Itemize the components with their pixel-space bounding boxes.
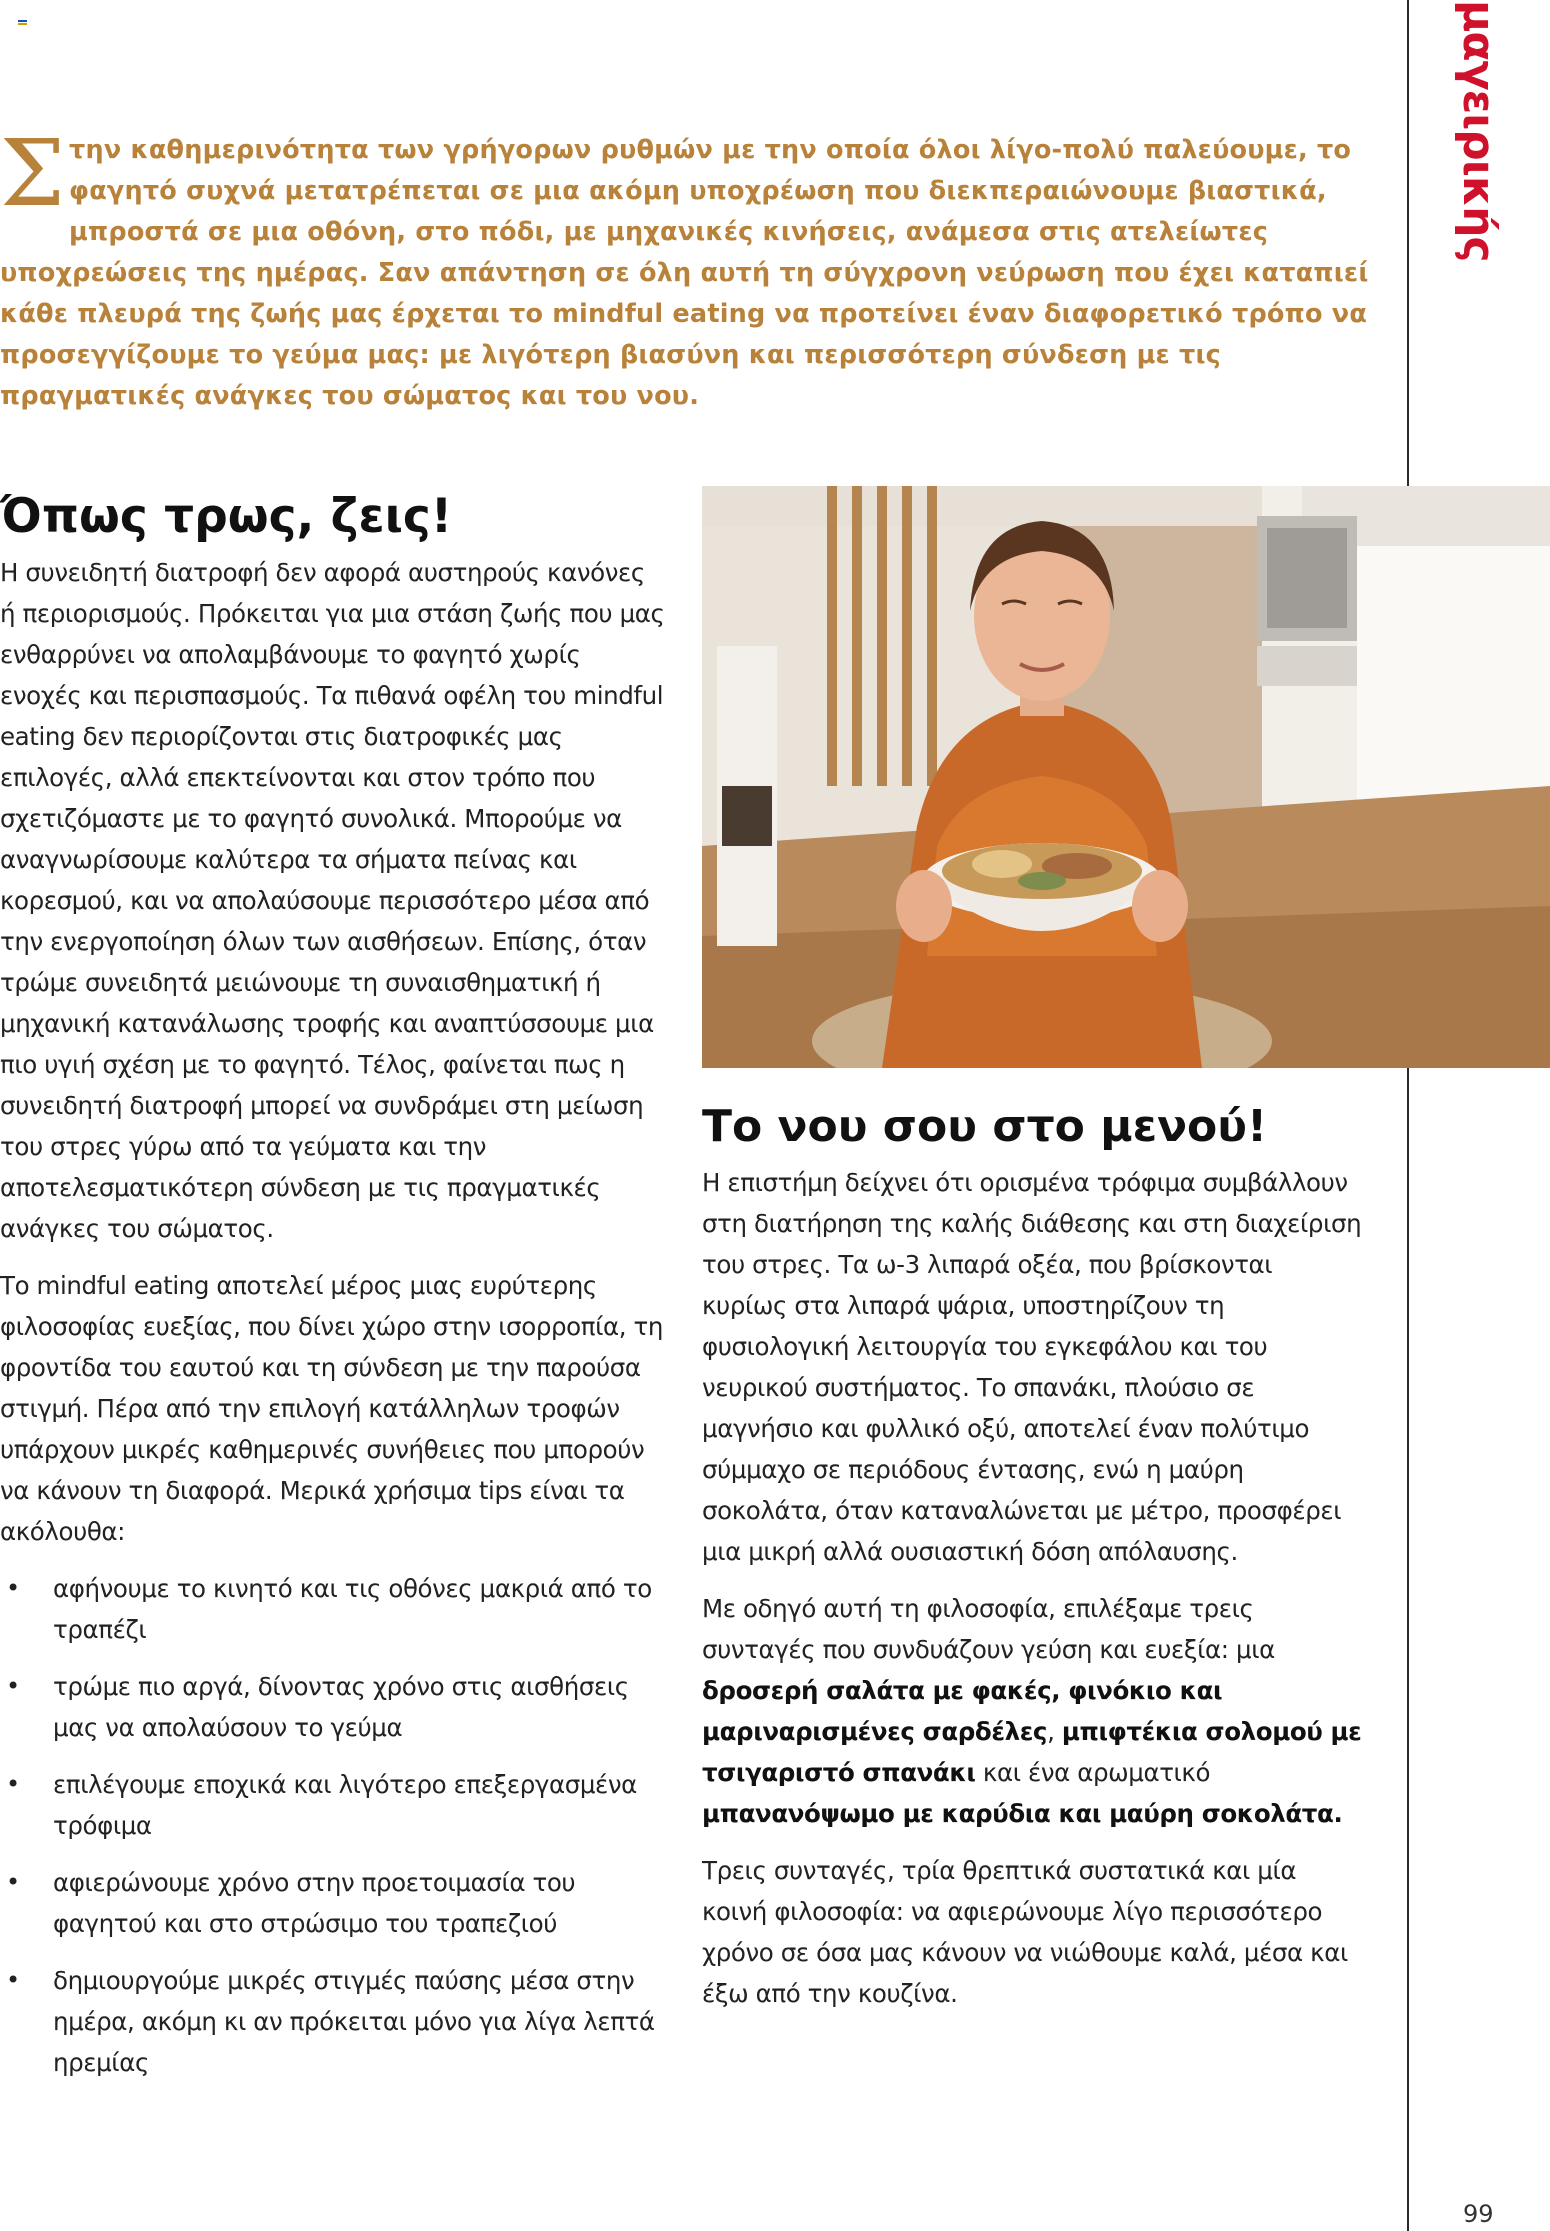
intro-lead [0, 120, 1370, 417]
intro-text: την καθημερινότητα των γρήγορων ρυθμών με την οποία όλοι λίγο-πολύ παλεύουμε, το φαγητό συχνά μετατρέπεται σε μια ακόμη υποχρέωση που διεκπεραιώνουμε βιαστικά, μπροστά σε μια οθόνη, στο πόδι, με μηχανικές κινήσεις, ανάμεσα στις ατελείωτες υποχρεώσεις της ημέρας. Σαν απάντηση σε όλη αυτή τη σύγχρονη νεύρωση που έχει καταπιεί κάθε πλευρά της ζωής μας έρχεται το mindful eating να προτείνει έναν διαφορετικό τρόπο να προσεγγίζουμε το γεύμα μας: με λιγότερη βιασύνη και περισσότερη σύνδεση με τις πραγματικές ανάγκες του σώματος και του νου. [0, 135, 1369, 411]
list-item: • αφήνουμε το κινητό και τις οθόνες μακριά από το τραπέζι [0, 1568, 665, 1650]
section-heading-right: Το νου σου στο μενού! [702, 1101, 1268, 1152]
recipe-name: μπιφτέκια σολομού με τσιγαριστό σπανάκι [702, 1717, 1362, 1787]
section-heading-left: Όπως τρως, ζεις! [0, 489, 453, 544]
paragraph: Τρεις συνταγές, τρία θρεπτικά συστατικά και μία κοινή φιλοσοφία: να αφιερώνουμε λίγο περισσότερο χρόνο σε όσα μας κάνουν να νιώθουμε καλά, μέσα και έξω από την κουζίνα. [702, 1856, 1348, 2008]
tips-list [0, 1568, 665, 2083]
left-column [0, 490, 665, 2099]
right-column [702, 1100, 1362, 2030]
list-item: • επιλέγουμε εποχικά και λιγότερο επεξεργασμένα τρόφιμα [0, 1764, 665, 1846]
list-item: • τρώμε πιο αργά, δίνοντας χρόνο στις αισθήσεις μας να απολαύσουν το γεύμα [0, 1666, 665, 1748]
paragraph-recipes: Με οδηγό αυτή τη φιλοσοφία, επιλέξαμε τρεις συνταγές που συνδυάζουν γεύση και ευεξία: μια δροσερή σαλάτα με φακές, φινόκιο και μαριναρισμένες σαρδέλες, μπιφτέκια σολομού με τσιγαριστό σπανάκι και ένα αρωματικό μπανανόψωμο με καρύδια και μαύρη σοκολάτα. [702, 1594, 1362, 1828]
bullet-icon: • [6, 1868, 20, 1896]
list-item: • δημιουργούμε μικρές στιγμές παύσης μέσα στην ημέρα, ακόμη κι αν πρόκειται μόνο για λίγα λεπτά ηρεμίας [0, 1960, 665, 2083]
page-number: 99 [1463, 2200, 1494, 2228]
recipe-name: δροσερή σαλάτα με φακές, φινόκιο και μαριναρισμένες σαρδέλες [702, 1676, 1223, 1746]
margin-rule [1407, 0, 1409, 2231]
bullet-icon: • [6, 1672, 20, 1700]
paragraph: Η επιστήμη δείχνει ότι ορισμένα τρόφιμα συμβάλλουν στη διατήρηση της καλής διάθεσης και στη διαχείριση του στρες. Τα ω-3 λιπαρά οξέα, που βρίσκονται κυρίως στα λιπαρά ψάρια, υποστηρίζουν τη φυσιολογική λειτουργία του εγκεφάλου και του νευρικού συστήματος. Το σπανάκι, πλούσιο σε μαγνήσιο και φυλλικό οξύ, αποτελεί έναν πολύτιμο σύμμαχο σε περιόδους έντασης, ενώ η μαύρη σοκολάτα, όταν καταναλώνεται με μέτρο, προσφέρει μια μικρή αλλά ουσιαστική δόση απόλαυσης. [702, 1168, 1362, 1566]
bullet-icon: • [6, 1574, 20, 1602]
paragraph: Η συνειδητή διατροφή δεν αφορά αυστηρούς κανόνες ή περιορισμούς. Πρόκειται για μια στάση ζωής που μας ενθαρρύνει να απολαμβάνουμε το φαγητό χωρίς ενοχές και περισπασμούς. Τα πιθανά οφέλη του mindful eating δεν περιορίζονται στις διατροφικές μας επιλογές, αλλά επεκτείνονται και στον τρόπο που σχετιζόμαστε με το φαγητό συνολικά. Μπορούμε να αναγνωρίσουμε καλύτερα τα σήματα πείνας και κορεσμού, και να απολαύσουμε περισσότερο μέσα από την ενεργοποίηση όλων των αισθήσεων. Επίσης, όταν τρώμε συνειδητά μειώνουμε τη συναισθηματική ή μηχανική κατανάλωσης τροφής και αναπτύσσουμε μια πιο υγιή σχέση με το φαγητό. Τέλος, φαίνεται πως η συνειδητή διατροφή μπορεί να συνδράμει στη μείωση του στρες γύρω από τα γεύματα και την αποτελεσματικότερη σύνδεση με τις πραγματικές ανάγκες του σώματος. [0, 558, 665, 1243]
recipe-name: μπανανόψωμο με καρύδια και μαύρη σοκολάτα. [702, 1799, 1343, 1828]
drop-cap: Σ [0, 120, 66, 227]
brand-vertical-label [1450, 0, 1520, 260]
bullet-icon: • [6, 1966, 20, 1994]
bullet-icon: • [6, 1770, 20, 1798]
paragraph: Το mindful eating αποτελεί μέρος μιας ευρύτερης φιλοσοφίας ευεξίας, που δίνει χώρο στην ισορροπία, τη φροντίδα του εαυτού και τη σύνδεση με την παρούσα στιγμή. Πέρα από την επιλογή κατάλληλων τροφών υπάρχουν μικρές καθημερινές συνήθειες που μπορούν να κάνουν τη διαφορά. Μερικά χρήσιμα tips είναι τα ακόλουθα: [0, 1271, 663, 1546]
corner-mark [18, 20, 27, 25]
brand-label-text: μαγειρικής [1453, 0, 1504, 262]
list-item: • αφιερώνουμε χρόνο στην προετοιμασία του φαγητού και στο στρώσιμο του τραπεζιού [0, 1862, 665, 1944]
photo-woman-with-salad-bowl [702, 486, 1550, 1068]
